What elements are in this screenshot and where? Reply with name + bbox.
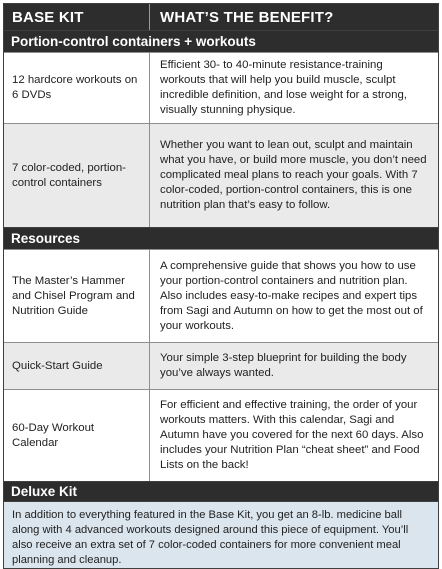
row-item: 60-Day Workout Calendar	[4, 390, 150, 481]
row-benefit: Efficient 30- to 40-minute resistance-training workouts that will help you build muscle, sculpt incredible definition, and lose weight for a strong, visually stunning physique.	[160, 59, 407, 116]
row-item: 7 color-coded, portion-control containers	[4, 124, 150, 227]
row-item: Quick-Start Guide	[4, 343, 150, 389]
row-item: 12 hardcore workouts on 6 DVDs	[4, 53, 150, 123]
row-item: The Master’s Hammer and Chisel Program and Nutrition Guide	[4, 250, 150, 342]
header-base-kit: BASE KIT	[4, 4, 150, 30]
row-benefit: For efficient and effective training, the order of your workouts matters. With this calendar, Sagi and Autumn have you covered for the next 60 days. Also includes your Nutrition Plan “cheat sheet” and Food Lists on the back!	[160, 399, 424, 471]
row-benefit: A comprehensive guide that shows you how to use your portion-control containers and nutrition plan. Also includes easy-to-make recipes and expert tips from Sagi and Autumn on how to get the most out of your workouts.	[160, 259, 423, 332]
table-row	[4, 389, 438, 481]
table-row	[4, 52, 438, 123]
row-benefit: Whether you want to lean out, sculpt and maintain what you have, or build more muscle, you don’t need complicated meal plans to reach your goals. With 7 color-coded, portion-control containers, this is one nutrition plan that’s easy to follow.	[160, 139, 427, 211]
base-kit-table	[3, 3, 439, 569]
section-portion-control: Portion-control containers + workouts	[4, 30, 438, 52]
section-deluxe-kit: Deluxe Kit	[4, 481, 438, 501]
table-row	[4, 249, 438, 342]
table-row	[4, 123, 438, 227]
row-benefit: Your simple 3-step blueprint for building the body you’ve always wanted.	[160, 352, 407, 379]
table-header	[4, 4, 438, 30]
header-benefit: WHAT’S THE BENEFIT?	[160, 8, 334, 26]
table-row	[4, 342, 438, 389]
deluxe-kit-description: In addition to everything featured in the Base Kit, you get an 8-lb. medicine ball along with 4 advanced workouts designed around this piece of equipment. You’ll also receive an extra set of 7 color-coded containers for more convenient meal planning and cleanup.	[4, 501, 438, 568]
section-resources: Resources	[4, 227, 438, 249]
